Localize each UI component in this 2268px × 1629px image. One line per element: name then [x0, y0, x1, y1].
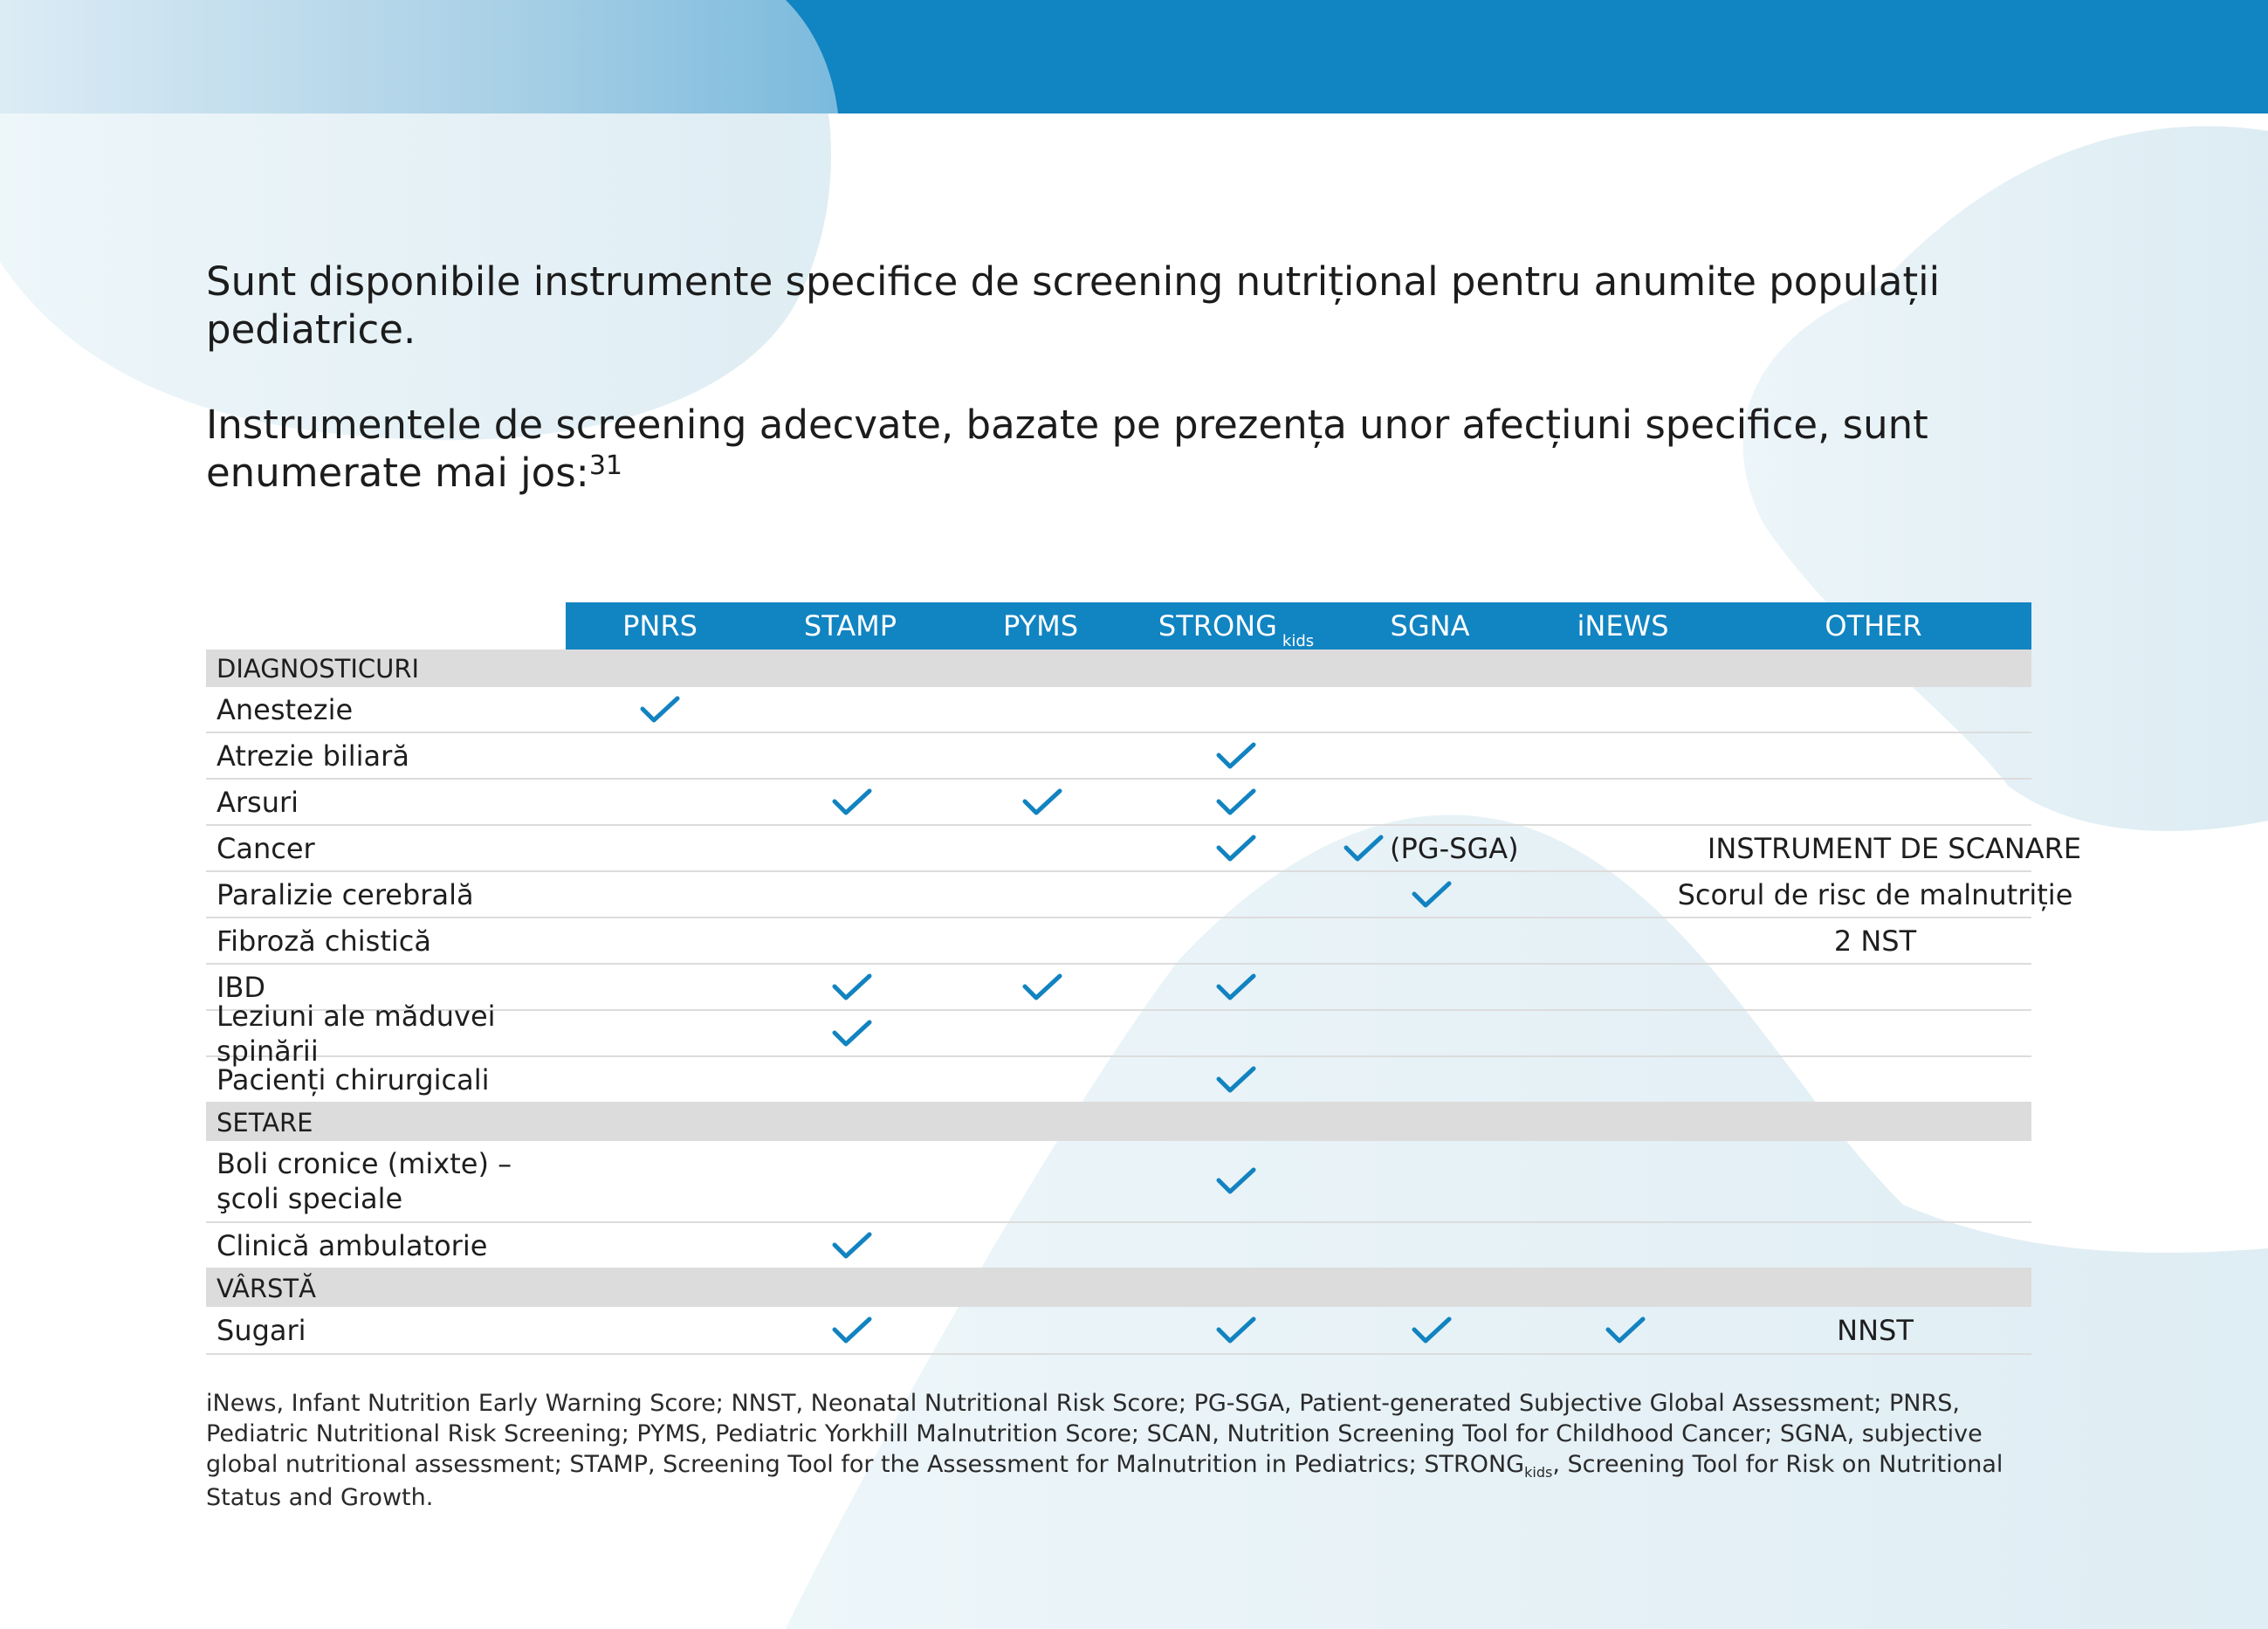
footnote — [206, 1388, 2057, 1513]
table-row-leziuni — [206, 999, 2031, 1068]
col-header-stamp: STAMP — [803, 609, 897, 643]
check-icon — [832, 787, 872, 817]
check-icon — [832, 1316, 872, 1345]
row-label: Atrezie biliară — [216, 739, 409, 773]
check-icon — [1216, 1065, 1256, 1095]
check-icon — [1216, 741, 1256, 771]
sugari-other-note: NNST — [1837, 1313, 1914, 1347]
check-icon — [832, 973, 872, 1002]
fibroza-other-note: 2 NST — [1833, 924, 1917, 958]
check-icon — [640, 695, 680, 725]
check-icon — [1216, 787, 1256, 817]
row-label: Anestezie — [216, 692, 354, 726]
col-header-pnrs: PNRS — [622, 609, 698, 643]
col-header-strong — [1158, 602, 1314, 650]
footnote-text: iNews, Infant Nutrition Early Warning Score; NNST, Neonatal Nutritional Risk Score; PG-SGA, Patient-generated Subjective Global Assessment; PNRS, Pediatric Nutritional Risk Screening; PYMS, Pediatric Yorkhill Malnutrition Score; SCAN, Nutrition Screening Tool for Childhood Cancer; SGNA, subjective global nutritional assessment; STAMP, Screening Tool for the Assessment for Malnutrition in Pediatrics; STRONG — [206, 1390, 1983, 1478]
table-row-pacienti-chirurgicali — [206, 1057, 2031, 1103]
check-icon — [832, 1019, 872, 1048]
cancer-other-note: INSTRUMENT DE SCANARE — [1707, 831, 2082, 865]
table-row-clinica-ambulatorie — [206, 1223, 2031, 1269]
table-row-arsuri — [206, 780, 2031, 826]
reference-superscript: 31 — [588, 450, 623, 481]
row-label: Boli cronice (mixte) – şcoli speciale — [216, 1147, 512, 1215]
section-diagnostics: DIAGNOSTICURI — [206, 650, 2031, 687]
footnote-text-end: , Screening Tool for Risk on Nutritional Status and Growth. — [206, 1451, 2003, 1511]
check-icon — [1216, 973, 1256, 1002]
table-header — [206, 602, 2031, 650]
col-header-pyms: PYMS — [1002, 609, 1079, 643]
cancer-sgna-note: (PG-SGA) — [1390, 831, 1519, 865]
check-icon — [1412, 880, 1452, 910]
check-icon — [1022, 973, 1062, 1002]
check-icon — [1022, 787, 1062, 817]
check-icon — [1216, 1166, 1256, 1196]
check-icon — [1216, 834, 1256, 863]
intro-paragraph-1 — [206, 258, 1952, 354]
row-label: Clinică ambulatorie — [216, 1228, 488, 1262]
row-label: IBD — [216, 970, 266, 1004]
row-label: Leziuni ale măduvei spinării — [216, 999, 496, 1068]
row-label: Fibroză chistică — [216, 924, 431, 958]
table-row-fibroza-chistica — [206, 918, 2031, 965]
table-row-cancer — [206, 826, 2082, 872]
table-row-sugari — [206, 1307, 2031, 1355]
row-label: Paralizie cerebrală — [216, 877, 474, 911]
col-header-strong-sub: kids — [1282, 632, 1315, 650]
screening-tools-table — [206, 602, 2082, 1355]
check-icon — [1344, 834, 1384, 863]
intro-text-1: Sunt disponibile instrumente specifice de screening nutrițional pentru anumite populații pediatrice. — [206, 258, 1941, 353]
row-label: Arsuri — [216, 785, 299, 819]
intro-paragraph-2 — [206, 401, 1952, 497]
row-label: Cancer — [216, 831, 315, 865]
col-header-strong-label: STRONG — [1158, 609, 1277, 643]
table-row-boli-cronice — [206, 1141, 2031, 1223]
table-row-anestezie — [206, 687, 2031, 733]
section-setting: SETARE — [206, 1103, 2031, 1141]
check-icon — [1216, 1316, 1256, 1345]
footnote-subscript: kids — [1524, 1464, 1553, 1481]
col-header-other: OTHER — [1825, 609, 1922, 643]
table-row-atrezie-biliara — [206, 733, 2031, 780]
section-age: VÂRSTĂ — [206, 1269, 2031, 1307]
table-row-paralizie-cerebrala — [206, 872, 2073, 918]
row-label: Sugari — [216, 1313, 306, 1347]
col-header-inews: iNEWS — [1577, 609, 1669, 643]
check-icon — [1605, 1316, 1646, 1345]
row-label: Pacienți chirurgicali — [216, 1062, 490, 1096]
check-icon — [832, 1231, 872, 1261]
col-header-sgna: SGNA — [1390, 609, 1470, 643]
check-icon — [1412, 1316, 1452, 1345]
intro-text-2: Instrumentele de screening adecvate, bazate pe prezența unor afecțiuni specifice, sunt enumerate mai jos: — [206, 402, 1928, 496]
top-banner-light — [0, 0, 838, 113]
paralizie-other-note: Scorul de risc de malnutriție — [1677, 877, 2073, 911]
